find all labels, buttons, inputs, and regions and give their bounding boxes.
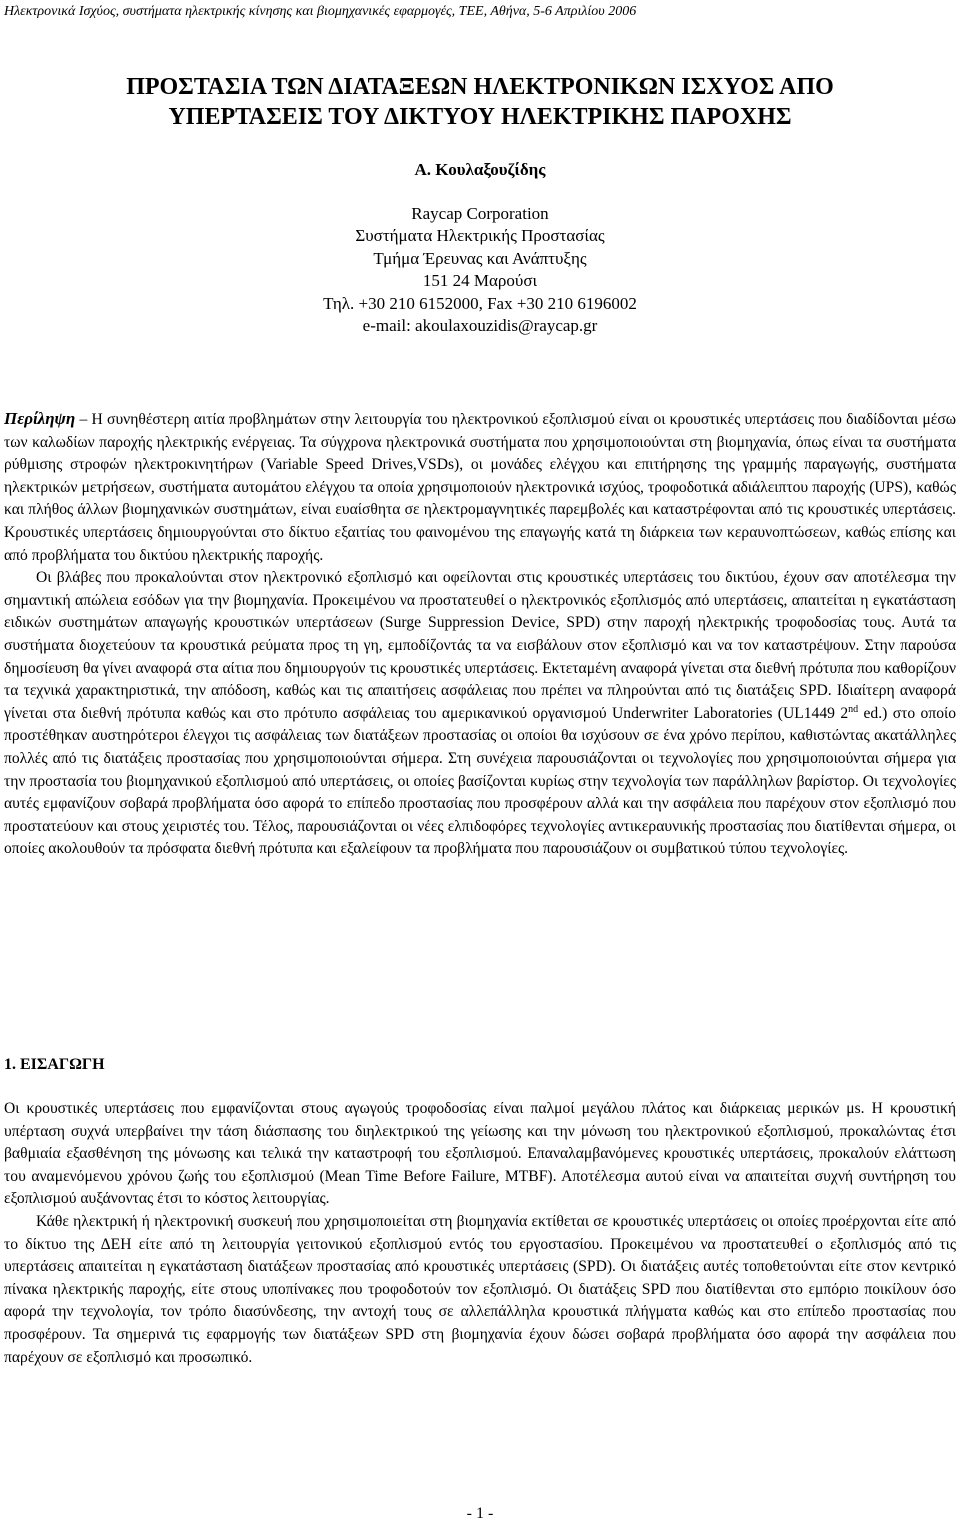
introduction-paragraph-1: Οι κρουστικές υπερτάσεις που εμφανίζονται στους αγωγούς τροφοδοσίας είναι παλμοί μεγάλου πλάτος και διάρκειας μερικών μs. Η κρουστική υπέρταση συχνά υπερβαίνει την τάση διάσπασης του διηλεκτρικού της γείωσης και την μόνωση του ηλεκτρονικού εξοπλισμού, προκαλώντας έτσι βαθμιαία εξασθένηση της μόνωσης και τελικά την καταστροφή του εξοπλισμού. Επαναλαμβανόμενες κρουστικές υπερτάσεις, προκαλούν ελάττωση του αναμενόμενου χρόνου ζωής του εξοπλισμού (Mean Time Before Failure, MTBF). Αποτέλεσμα αυτού είναι να απαιτείται συχνή συντήρηση του εξοπλισμού αυξάνοντας έτσι το κόστος λειτουργίας. [4, 1100, 956, 1208]
abstract [4, 408, 956, 861]
paper-title-line-1: ΠΡΟΣΤΑΣΙΑ ΤΩΝ ΔΙΑΤΑΞΕΩΝ ΗΛΕΚΤΡΟΝΙΚΩΝ ΙΣΧΥΟΣ ΑΠΟ [126, 74, 834, 100]
abstract-text-1: Η συνηθέστερη αιτία προβλημάτων στην λειτουργία του ηλεκτρονικού εξοπλισμού είναι οι κρουστικές υπερτάσεις που διαδίδονται μέσω των καλωδίων παροχής ηλεκτρικής ενέργειας. Τα σύγχρονα ηλεκτρονικά συστήματα που χρησιμοποιούνται στη βιομηχανία, όπως είναι τα συστήματα ρύθμισης στροφών ηλεκτροκινητήρων (Variable Speed Drives,VSDs), οι μονάδες ελέγχου και επιτήρησης της γραμμής παραγωγής, συστήματα ηλεκτρικών μετρήσεων, συστήματα αυτομάτου ελέγχου τα οποία χρησιμοποιούν ηλεκτρονικά ισχύος, τροφοδοτικά αδιάλειπτου παροχής (UPS), καθώς και πλήθος άλλων βιομηχανικών συστημάτων, είναι ευαίσθητα σε ηλεκτρομαγνητικές παρεμβολές και καταστρέφονται από τις κρουστικές υπερτάσεις. Κρουστικές υπερτάσεις δημιουργούνται στο δίκτυο εξαιτίας του φαινομένου της επαγωγής κατά τη διάρκεια των κεραυνοπτώσεων, καθώς επίσης και από προβλήματα του δικτύου ηλεκτρικής παροχής. [4, 411, 957, 564]
affiliation-email: e-mail: akoulaxouzidis@raycap.gr [362, 316, 598, 336]
author-name: Α. Κουλαξουζίδης [414, 160, 546, 179]
paper-title [0, 72, 960, 132]
page-number: - 1 - [466, 1505, 494, 1522]
affiliation-phone: Τηλ. +30 210 6152000, Fax +30 210 6196002 [323, 293, 637, 313]
abstract-dash: – [75, 411, 92, 428]
affiliation-address: 151 24 Μαρούσι [422, 271, 538, 291]
introduction-paragraph-2: Κάθε ηλεκτρική ή ηλεκτρονική συσκευή που χρησιμοποιείται στη βιομηχανία εκτίθεται σε κρουστικές υπερτάσεις οι οποίες προέρχονται είτε από το δίκτυο της ΔΕΗ είτε από τη λειτουργία γειτονικού εξοπλισμού εντός του εργοστασίου. Προκειμένου να προστατευθεί ο εξοπλισμός από τις υπερτάσεις απαιτείται η εγκατάσταση διατάξεων προστασίας από κρουστικές υπερτάσεις (SPD). Οι διατάξεις αυτές τοποθετούνται είτε στον κεντρικό πίνακα ηλεκτρικής παροχής, είτε στους υποπίνακες που τροφοδοτούν τον εξοπλισμό. Οι διατάξεις SPD που διατίθενται στο εμπόριο ποικίλουν όσο αφορά την τεχνολογία, τον τρόπο διασύνδεσης, την αντοχή τους σε αλλεπάλληλα κρουστικά πλήγματα καθώς και στο επίπεδο προστασίας που προσφέρουν. Τα σημερινά τις εφαρμογής των διατάξεων SPD στη βιομηχανία έχουν δώσει σοβαρά προβλήματα όσο αφορά την ασφάλεια που παρέχουν σε εξοπλισμό και προσωπικό. [4, 1212, 956, 1366]
abstract-paragraph-1 [4, 408, 956, 567]
affiliation-department: Τμήμα Έρευνας και Ανάπτυξης [373, 248, 587, 268]
introduction-section [4, 1098, 956, 1369]
abstract-text-2b: ed.) στο οποίο προστέθηκαν αυστηρότεροι έλεγχοι τις ασφάλειας των διατάξεων προστασίας οι οποίοι θα ισχύσουν σε ένα χρόνο περίπου, καθιστώντας ακατάλληλες πολλές από τις διατάξεις προστασίας που χρησιμοποιούνται σήμερα. Στη συνέχεια παρουσιάζονται οι τεχνολογίες που χρησιμοποιούνται σήμερα για την προστασία του βιομηχανικού εξοπλισμού από υπερτάσεις, οι οποίες βασίζονται κυρίως στην τεχνολογία των παράλληλων βαρίστορ. Οι τεχνολογίες αυτές εμφανίζουν σοβαρά προβλήματα όσο αφορά το επίπεδο προστασίας που προσφέρουν αλλά και την ασφάλεια που παρέχουν στον εξοπλισμό που προστατεύουν και στους χειριστές του. Τέλος, παρουσιάζονται οι νέες ελπιδοφόρες τεχνολογίες αντικεραυνικής προστασίας που διατίθενται σήμερα, οι οποίες ακολουθούν τα πρόσφατα διεθνή πρότυπα και εξαλείφουν τα προβλήματα που παρουσιάζουν οι συμβατικού τύπου τεχνολογίες. [4, 704, 957, 858]
paper-title-line-2: ΥΠΕΡΤΑΣΕΙΣ ΤΟΥ ΔΙΚΤΥΟΥ ΗΛΕΚΤΡΙΚΗΣ ΠΑΡΟΧΗΣ [168, 104, 792, 130]
affiliation-division: Συστήματα Ηλεκτρικής Προστασίας [355, 226, 605, 246]
abstract-paragraph-2 [4, 567, 956, 861]
section-heading-introduction: 1. ΕΙΣΑΓΩΓΗ [4, 1056, 105, 1073]
affiliation-company: Raycap Corporation [411, 204, 549, 223]
abstract-text-2a: Οι βλάβες που προκαλούνται στον ηλεκτρονικό εξοπλισμό και οφείλονται στις κρουστικές υπερτάσεις του δικτύου, έχουν σαν αποτέλεσμα την σημαντική απώλεια εσόδων για την βιομηχανία. Προκειμένου να προστατευθεί ο ηλεκτρονικός εξοπλισμός από υπερτάσεις, απαιτείται η εγκατάσταση ειδικών συστημάτων απαγωγής κρουστικών υπερτάσεων (Surge Suppression Device, SPD) στην παροχή ηλεκτρικής τροφοδοσίας τους. Αυτά τα συστήματα διοχετεύουν τα κρουστικά ρεύματα προς τη γη, εμποδίζοντάς τα να εισβάλουν στον εξοπλισμό και να τον καταστρέψουν. Στην παρούσα δημοσίευση θα γίνει αναφορά στα αίτια που δημιουργούν τις κρουστικές υπερτάσεις. Εκτεταμένη αναφορά γίνεται στα διεθνή πρότυπα που καθορίζουν τα τεχνικά χαρακτηριστικά, την απόδοση, καθώς και τις απαιτήσεις ασφάλειας που πρέπει να πληρούνται από τις διατάξεις SPD. Ιδιαίτερη αναφορά γίνεται στα διεθνή πρότυπα καθώς και στο πρότυπο ασφάλειας του αμερικανικού οργανισμού Underwriter Laboratories (UL1449 2 [4, 569, 956, 722]
running-header: Ηλεκτρονικά Ισχύος, συστήματα ηλεκτρικής κίνησης και βιομηχανικές εφαρμογές, ΤΕΕ, Αθήνα, 5-6 Απριλίου 2006 [4, 4, 637, 19]
ordinal-superscript: nd [848, 703, 859, 715]
abstract-label: Περίληψη [4, 409, 76, 428]
author-affiliation [0, 203, 960, 337]
